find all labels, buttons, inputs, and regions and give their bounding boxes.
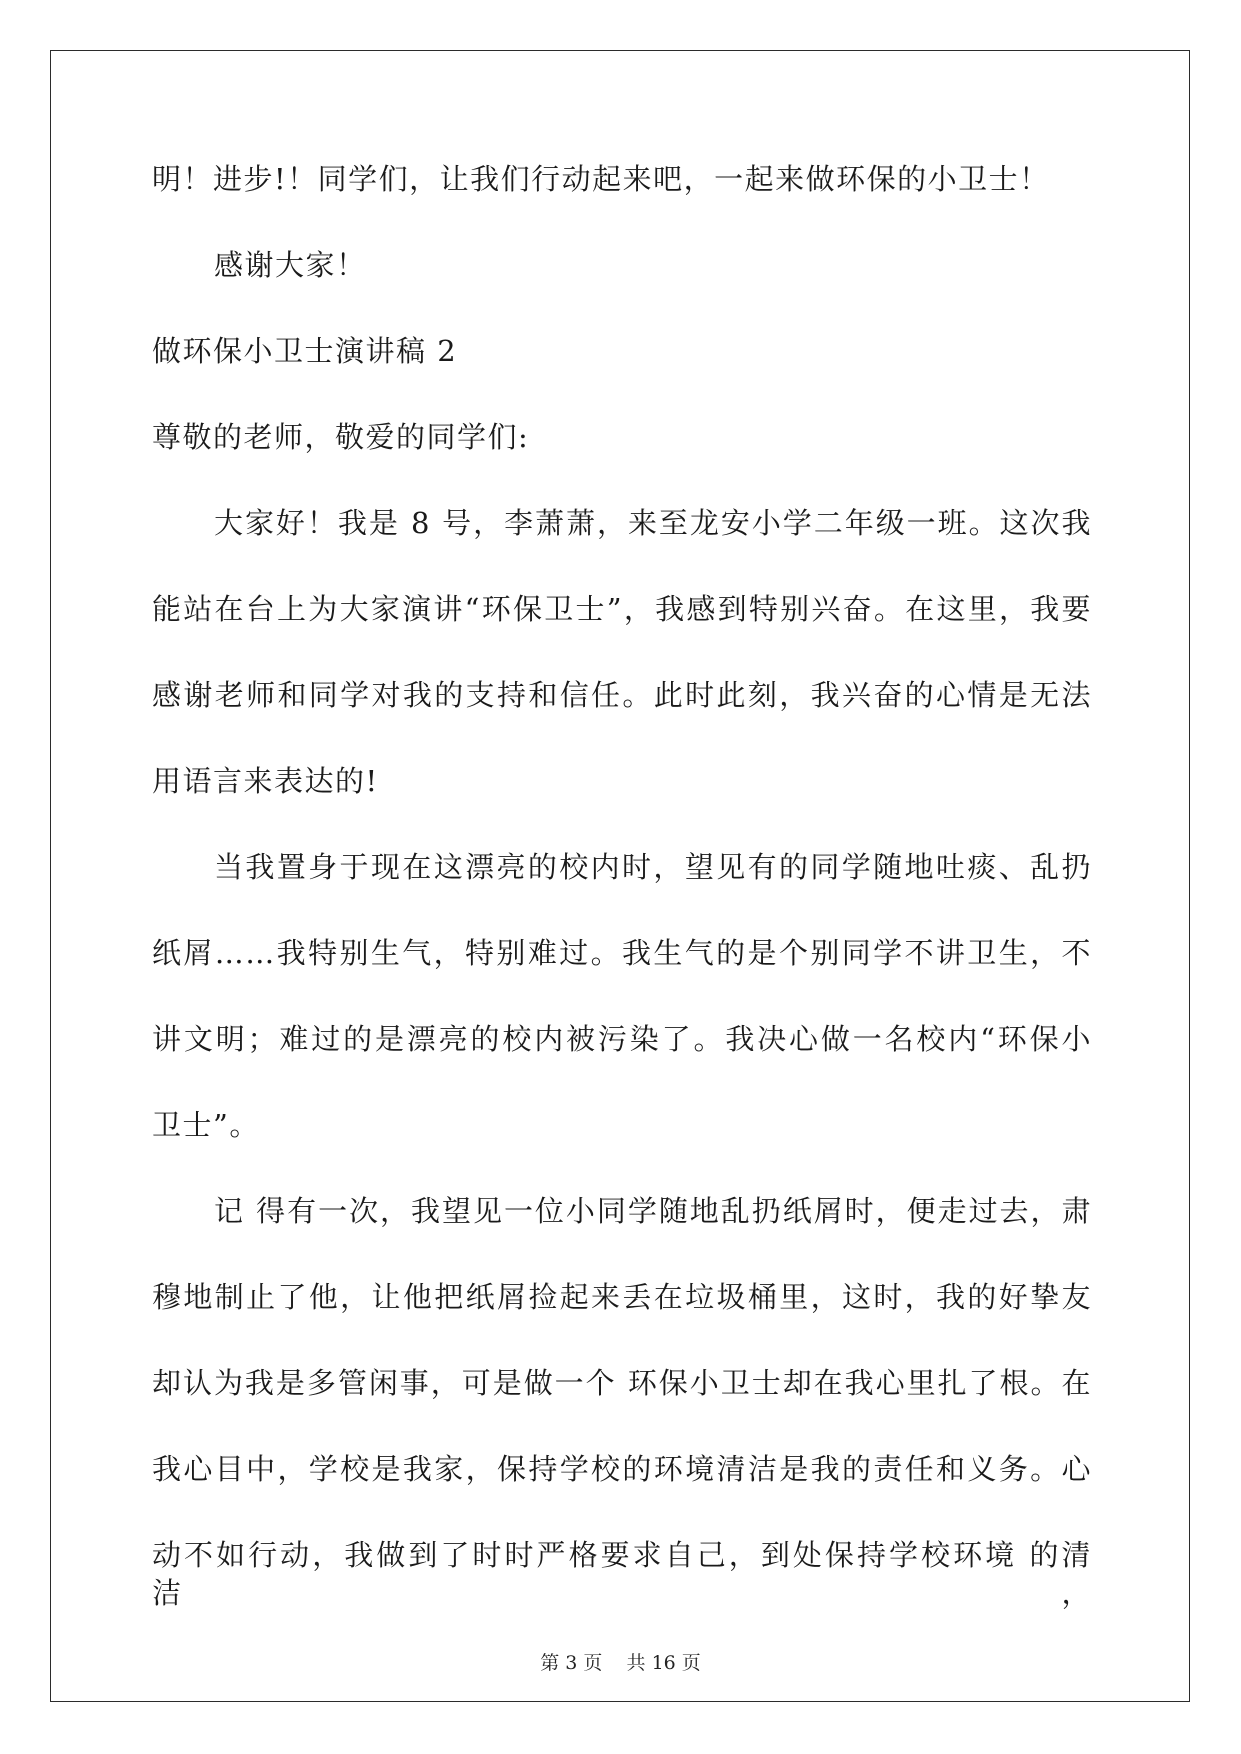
document-body <box>152 160 1092 1622</box>
text-line: 卫士”。 <box>152 1108 260 1142</box>
text-line: 记 得有一次，我望见一位小同学随地乱扔纸屑时，便走过去，肃 <box>214 1194 1092 1228</box>
text-line: 感谢大家！ <box>214 248 367 282</box>
text-line: 大家好！我是 8 号，李萧萧，来至龙安小学二年级一班。这次我 <box>214 506 1092 540</box>
page-footer <box>0 1648 1241 1675</box>
text-line: 感谢老师和同学对我的支持和信任。此时此刻，我兴奋的心情是无法 <box>152 678 1092 712</box>
text-line: 做环保小卫士演讲稿 2 <box>152 334 458 368</box>
text-line: 能站在台上为大家演讲“环保卫士”，我感到特别兴奋。在这里，我要 <box>152 592 1092 626</box>
text-line: 当我置身于现在这漂亮的校内时，望见有的同学随地吐痰、乱扔 <box>214 850 1092 884</box>
text-line: 讲文明；难过的是漂亮的校内被污染了。我决心做一名校内“环保小 <box>152 1022 1092 1056</box>
text-line: 却认为我是多管闲事，可是做一个 环保小卫士却在我心里扎了根。在 <box>152 1366 1092 1400</box>
text-line: 尊敬的老师，敬爱的同学们: <box>152 420 530 454</box>
text-line: 动不如行动，我做到了时时严格要求自己，到处保持学校环境 的清洁， <box>152 1538 1092 1610</box>
page-number: 第 3 页 <box>540 1652 603 1674</box>
page-total: 共 16 页 <box>626 1652 701 1674</box>
text-line: 用语言来表达的! <box>152 764 379 798</box>
text-line: 穆地制止了他，让他把纸屑捡起来丢在垃圾桶里，这时，我的好挚友 <box>152 1280 1092 1314</box>
text-line: 纸屑……我特别生气，特别难过。我生气的是个别同学不讲卫生，不 <box>152 936 1092 970</box>
text-line: 明！进步!！同学们，让我们行动起来吧，一起来做环保的小卫士！ <box>152 162 1050 196</box>
text-line: 我心目中，学校是我家，保持学校的环境清洁是我的责任和义务。心 <box>152 1452 1092 1486</box>
